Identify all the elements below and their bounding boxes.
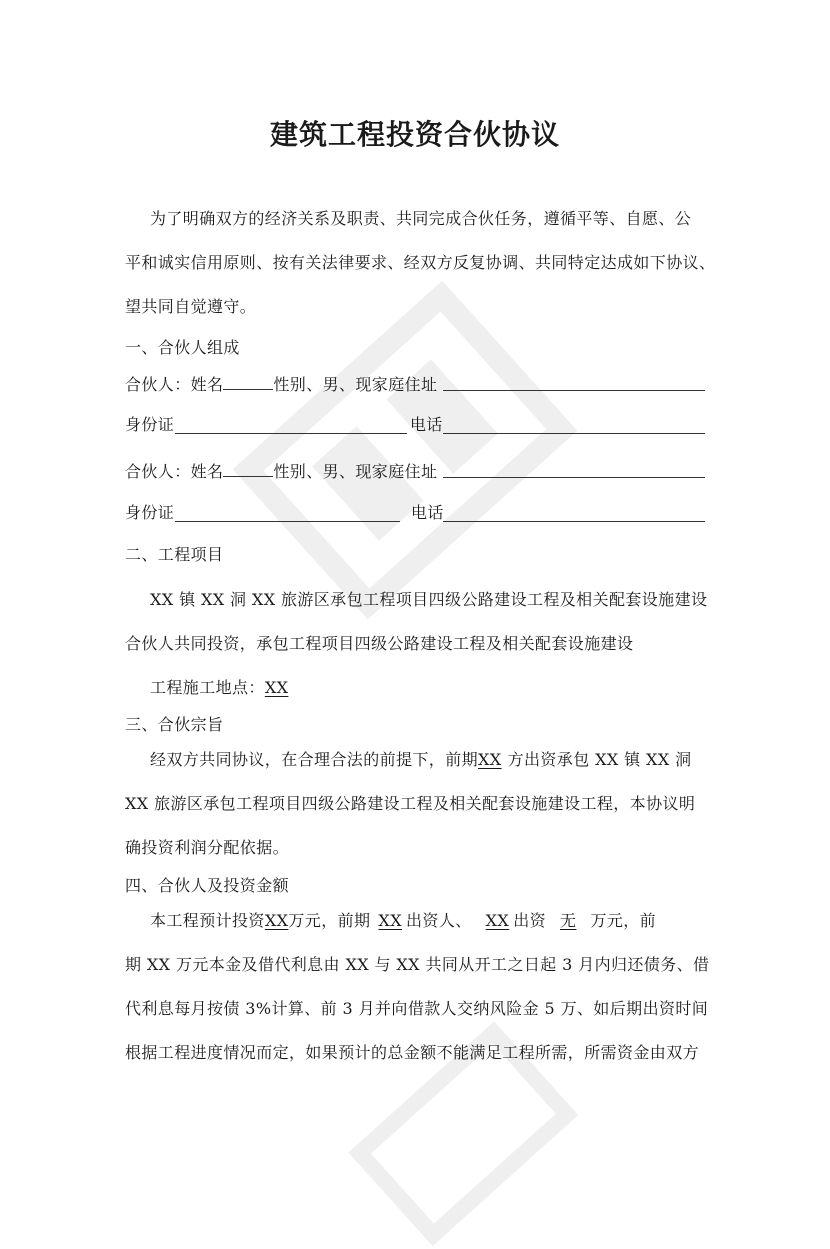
phone-label: 电话: [410, 415, 443, 434]
address-blank[interactable]: [443, 477, 705, 478]
text-span: 方出资承包 XX 镇 XX 洞: [507, 750, 692, 769]
filled-value: XX: [378, 911, 403, 930]
name-blank[interactable]: [223, 372, 273, 390]
text-span: 经双方共同协议，在合理合法的前提下，前期: [150, 750, 479, 769]
partner-row: [125, 372, 710, 395]
phone-blank[interactable]: [443, 433, 705, 434]
gender-address-label: 性别、男、现家庭住址: [273, 375, 438, 394]
site-line: [150, 678, 735, 698]
filled-value: XX: [485, 911, 510, 930]
gender-address-label: 性别、男、现家庭住址: [273, 462, 438, 481]
filled-value: 无: [560, 911, 577, 930]
paragraph-line: XX 旅游区承包工程项目四级公路建设工程及相关配套设施建设工程，本协议明: [125, 794, 696, 813]
text-span: 出资: [513, 911, 547, 930]
paragraph-line: XX 镇 XX 洞 XX 旅游区承包工程项目四级公路建设工程及相关配套设施建设: [150, 590, 708, 609]
site-label: 工程施工地点：: [150, 678, 265, 697]
section-heading: 二、工程项目: [125, 545, 224, 564]
text-span: 出资人、: [406, 911, 472, 930]
section-heading: 三、合伙宗旨: [125, 715, 224, 734]
paragraph-line: 根据工程进度情况而定，如果预计的总金额不能满足工程所需，所需资金由双方: [125, 1043, 700, 1062]
section-heading: 一、合伙人组成: [125, 338, 240, 357]
partner-row: [125, 459, 710, 482]
intro-line: 平和诚实信用原则、按有关法律要求、经双方反复协调、共同特定达成如下协议、: [125, 253, 716, 272]
name-blank[interactable]: [223, 459, 273, 477]
document-title: 建筑工程投资合伙协议: [269, 118, 560, 151]
name-label: 合伙人：姓名: [125, 375, 224, 394]
text-span: 万元，前期: [288, 911, 371, 930]
text-span: 万元，前: [590, 911, 657, 930]
site-value: XX: [264, 678, 289, 697]
id-blank[interactable]: [175, 521, 400, 522]
paragraph-line: [150, 911, 735, 931]
filled-value: XX: [264, 911, 289, 930]
id-label: 身份证: [125, 503, 175, 522]
filled-value: XX: [478, 750, 502, 769]
address-blank[interactable]: [443, 390, 705, 391]
id-label: 身份证: [125, 415, 175, 434]
paragraph-line: 期 XX 万元本金及借代利息由 XX 与 XX 共同从开工之日起 3 月内归还债务、借: [125, 955, 710, 974]
name-label: 合伙人：姓名: [125, 462, 224, 481]
paragraph-line: 合伙人共同投资，承包工程项目四级公路建设工程及相关配套设施建设: [125, 634, 634, 653]
section-heading: 四、合伙人及投资金额: [125, 876, 290, 895]
text-span: 本工程预计投资: [150, 911, 265, 930]
phone-blank[interactable]: [443, 521, 705, 522]
paragraph-line: [150, 750, 735, 770]
phone-label: 电话: [411, 503, 444, 522]
id-blank[interactable]: [175, 433, 407, 434]
paragraph-line: 确投资利润分配依据。: [125, 838, 290, 857]
paragraph-line: 代利息每月按债 3%计算、前 3 月并向借款人交纳风险金 5 万、如后期出资时间: [125, 999, 709, 1018]
intro-line: 为了明确双方的经济关系及职责、共同完成合伙任务，遵循平等、自愿、公: [150, 209, 692, 228]
intro-line: 望共同自觉遵守。: [125, 297, 257, 316]
